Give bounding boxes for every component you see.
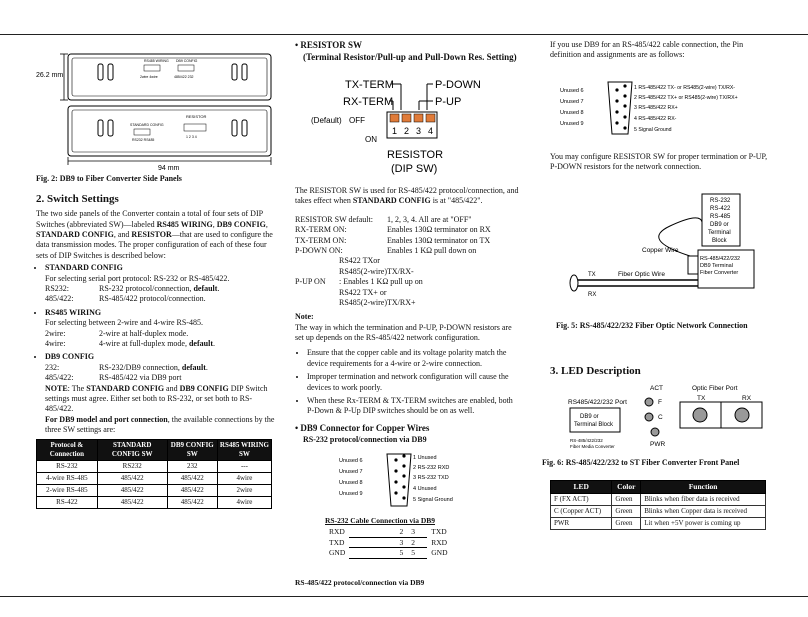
table-cell: 485/422 — [97, 496, 167, 508]
cable-cell: RXD — [431, 537, 448, 547]
svg-text:RS232 RS485: RS232 RS485 — [132, 138, 155, 142]
cable-connection-table — [325, 527, 452, 559]
svg-text:Optic Fiber Port: Optic Fiber Port — [692, 385, 738, 392]
svg-text:RX: RX — [742, 395, 752, 402]
svg-text:DB9 or: DB9 or — [580, 414, 599, 420]
table-cell: 4-wire RS-485 — [37, 472, 98, 484]
dip-switch-1 — [390, 114, 399, 122]
svg-text:DB9 Terminal: DB9 Terminal — [700, 263, 733, 269]
switch-settings-table — [36, 439, 272, 510]
top-rule — [0, 34, 808, 35]
table-cell: RS232 — [97, 460, 167, 472]
note-text: The way in which the termination and P-UP, P-DOWN resistors are set up depends on the RS-485/422 network configuration. — [295, 322, 512, 343]
table-header-cell: STANDARD CONFIG SW — [97, 439, 167, 460]
led-cell: F (FX ACT) — [551, 493, 612, 505]
tx-port — [693, 408, 707, 422]
svg-text:3 RS-485/422 RX+: 3 RS-485/422 RX+ — [634, 105, 678, 111]
led-row — [551, 493, 766, 505]
svg-text:1 Unused: 1 Unused — [413, 455, 437, 461]
svg-text:2 RS-485/422 TX+ or RS485(2-w: 2 RS-485/422 TX+ or RS485(2-wire) TX/RX+ — [634, 95, 738, 101]
note-bullet-2: • Improper termination and network configuration will cause the devices to work poorly. — [307, 372, 520, 393]
rs485-db9-intro: If you use DB9 for an RS-485/422 cable connection, the Pin definition and assignments are as follows: — [550, 40, 744, 60]
cable-row — [325, 548, 452, 559]
table-cell: RS-232 — [37, 460, 98, 472]
svg-text:TX: TX — [697, 395, 706, 402]
led-cell: PWR — [551, 517, 612, 529]
led-table — [550, 480, 766, 530]
svg-text:ACT: ACT — [650, 385, 663, 392]
svg-text:5 Signal Ground: 5 Signal Ground — [413, 497, 453, 503]
db9-config-section: • DB9 CONFIG 232: RS-232/DB9 connection, default. 485/422: RS-485/422 via DB9 port NOTE: The STANDARD CONFIG and DB9 CONFIG DIP Switch settings must agree. Either set both to RS-232, or set both to RS-485/422. For DB9 model and port connection, the available connections by the three SW settings are: — [45, 352, 276, 435]
table-header-cell: RS485 WIRING SW — [217, 439, 271, 460]
fig5-caption: Fig. 5: RS-485/422/232 Fiber Optic Network Connection — [556, 321, 748, 330]
cable-cell: 2 — [349, 527, 407, 537]
led-description-heading: 3. LED Description — [550, 365, 641, 377]
cable-cell: 2 — [407, 537, 427, 548]
cable-cell: GND — [431, 548, 448, 558]
svg-text:RS-422: RS-422 — [710, 206, 731, 212]
switch-settings-heading: 2. Switch Settings — [36, 193, 119, 205]
svg-text:4 RS-485/422 RX-: 4 RS-485/422 RX- — [634, 116, 677, 122]
led-cell: C (Copper ACT) — [551, 505, 612, 517]
led-f — [645, 398, 653, 406]
svg-text:1: 1 — [392, 126, 398, 136]
note-bullet-3: • When these Rx-TERM & TX-TERM switches are enabled, both P-Down & P-Up DIP switches should be on as well. — [307, 396, 520, 417]
resistor-paragraph: The RESISTOR SW is used for RS-485/422 protocol/connection, and takes effect when STANDARD CONFIG is at "485/422". — [295, 186, 519, 206]
dip-switch-4 — [426, 114, 435, 122]
svg-text:RS485 WIRING: RS485 WIRING — [144, 59, 169, 63]
svg-text:Fiber Converter: Fiber Converter — [700, 270, 739, 276]
led-cell: Green — [612, 505, 641, 517]
fig6-caption: Fig. 6: RS-485/422/232 to ST Fiber Converter Front Panel — [542, 458, 740, 467]
led-header-cell: LED — [551, 481, 612, 494]
svg-text:(Default): (Default) — [311, 116, 342, 125]
svg-text:RESISTOR: RESISTOR — [186, 114, 207, 119]
cable-cell: 5 — [407, 548, 427, 559]
svg-text:RX: RX — [588, 292, 597, 298]
table-row — [37, 460, 272, 472]
table-row — [37, 484, 272, 496]
table-cell: 232 — [167, 460, 217, 472]
resistor-config-text: You may configure RESISTOR SW for proper termination or P-UP, P-DOWN resistors for the network connection. — [550, 152, 768, 172]
led-cell: Blinks when Copper data is received — [641, 505, 766, 517]
table-row — [37, 472, 272, 484]
led-header-cell: Function — [641, 481, 766, 494]
svg-text:STANDARD CONFIG: STANDARD CONFIG — [130, 123, 164, 127]
svg-text:PWR: PWR — [650, 441, 666, 448]
cable-cell: 5 — [349, 548, 407, 559]
svg-text:2: 2 — [404, 126, 410, 136]
svg-text:OFF: OFF — [349, 116, 365, 125]
cable-cell: TXD — [329, 537, 345, 547]
dip-switch-3 — [414, 114, 423, 122]
table-row — [37, 496, 272, 508]
rs232-db9-subtitle: RS-232 protocol/connection via DB9 — [303, 434, 427, 444]
height-dimension-label: 26.2 mm — [36, 72, 64, 79]
svg-text:Unused 9: Unused 9 — [339, 491, 363, 497]
table-cell: 4wire — [217, 496, 271, 508]
rx-port — [735, 408, 749, 422]
led-row — [551, 517, 766, 529]
led-row — [551, 505, 766, 517]
svg-text:TX: TX — [588, 272, 596, 278]
side-panels-figure — [36, 40, 276, 170]
table-cell: 485/422 — [167, 496, 217, 508]
table-header-cell: Protocol & Connection — [37, 439, 98, 460]
svg-text:RX-TERM: RX-TERM — [343, 96, 394, 108]
svg-text:Unused 6: Unused 6 — [560, 88, 584, 94]
svg-text:485/422 232: 485/422 232 — [174, 75, 194, 79]
svg-text:Fiber Media Converter: Fiber Media Converter — [570, 444, 615, 449]
svg-text:Unused 8: Unused 8 — [560, 110, 584, 116]
svg-text:P-DOWN: P-DOWN — [435, 79, 481, 91]
width-dimension-label: 94 mm — [158, 165, 180, 170]
led-cell: Green — [612, 493, 641, 505]
cable-row — [325, 527, 452, 537]
switch-intro: The two side panels of the Converter contain a total of four sets of DIP Switches (abbreviated SW)—labeled RS485 WIRING, DB9 CONFIG, STANDARD CONFIG, and RESISTOR—that are used to configure the data transmission modes. The proper configuration of each of these four sets of DIP Switches is described below: — [36, 209, 273, 260]
svg-text:DB9 or: DB9 or — [710, 222, 729, 228]
svg-text:3: 3 — [416, 126, 422, 136]
table-cell: RS-422 — [37, 496, 98, 508]
svg-text:1 RS-485/422 TX- or RS485(2-w: 1 RS-485/422 TX- or RS485(2-wire) TX/RX- — [634, 85, 736, 91]
table-cell: 485/422 — [167, 484, 217, 496]
table-cell: --- — [217, 460, 271, 472]
cable-cell: GND — [329, 548, 346, 558]
front-panel-figure — [564, 382, 789, 454]
cable-cell: 3 — [349, 537, 407, 548]
cable-cell: 3 — [407, 527, 427, 537]
rs485-wiring-section: • RS485 WIRING For selecting between 2-wire and 4-wire RS-485. 2wire: 2-wire at half-duplex mode. 4wire: 4-wire at full-duplex mode, default. — [45, 308, 276, 350]
table-cell: 485/422 — [97, 484, 167, 496]
resistor-sw-title: • RESISTOR SW — [295, 40, 363, 50]
svg-text:Unused 8: Unused 8 — [339, 480, 363, 486]
rs485-db9-subtitle: RS-485/422 protocol/connection via DB9 — [295, 578, 425, 587]
led-c — [645, 413, 653, 421]
table-header-cell: DB9 CONFIG SW — [167, 439, 217, 460]
table-cell: 2-wire RS-485 — [37, 484, 98, 496]
led-header-cell: Color — [612, 481, 641, 494]
svg-text:Unused 9: Unused 9 — [560, 121, 584, 127]
svg-text:Unused 7: Unused 7 — [339, 469, 363, 475]
svg-text:Copper Wire: Copper Wire — [642, 247, 679, 254]
db9-rs232-pinout — [295, 452, 520, 512]
note-bullet-1: • Ensure that the copper cable and its voltage polarity match the device requirements for a 4-wire or 2-wire connection. — [307, 348, 520, 369]
note-heading: Note: — [295, 312, 314, 322]
fig2-caption: Fig. 2: DB9 to Fiber Converter Side Panels — [36, 174, 182, 183]
resistor-sw-subtitle: (Terminal Resistor/Pull-up and Pull-Down Res. Setting) — [303, 51, 517, 62]
led-cell: Lit when +5V power is coming up — [641, 517, 766, 529]
svg-text:C: C — [658, 414, 663, 421]
svg-text:TX-TERM: TX-TERM — [345, 79, 394, 91]
svg-text:Unused 7: Unused 7 — [560, 99, 584, 105]
svg-text:ON: ON — [365, 135, 377, 144]
svg-text:4: 4 — [428, 126, 434, 136]
svg-text:DB9 CONFIG: DB9 CONFIG — [176, 59, 198, 63]
svg-text:2wire 4wire: 2wire 4wire — [140, 75, 158, 79]
svg-text:Block: Block — [712, 238, 727, 244]
svg-text:RS-485: RS-485 — [710, 214, 731, 220]
cable-row — [325, 537, 452, 548]
svg-text:3 RS-232 TXD: 3 RS-232 TXD — [413, 475, 449, 481]
svg-text:2 RS-232 RXD: 2 RS-232 RXD — [413, 465, 450, 471]
svg-text:RS485/422/232 Port: RS485/422/232 Port — [568, 399, 627, 406]
svg-text:Fiber Optic Wire: Fiber Optic Wire — [618, 271, 665, 278]
led-cell: Green — [612, 517, 641, 529]
resistor-settings-list: RESISTOR SW default: 1, 2, 3, 4. All are at "OFF" RX-TERM ON: Enables 130Ω terminator on RX TX-TERM ON: Enables 130Ω terminator on TX P-DOWN ON: Enables 1 KΩ pull down on RS422 TXor RS485(2-wire)TX/RX- P-UP ON : Enables 1 KΩ pull up on RS422 TX+ or RS485(2-wire)TX/RX+ — [295, 214, 491, 307]
svg-text:RESISTOR: RESISTOR — [387, 149, 444, 161]
dip-switch-2 — [402, 114, 411, 122]
cable-connection-title: RS-232 Cable Connection via DB9 — [325, 516, 436, 525]
cable-cell: RXD — [329, 527, 345, 536]
svg-text:F: F — [658, 399, 662, 406]
table-cell: 2wire — [217, 484, 271, 496]
svg-text:5 Signal Ground: 5 Signal Ground — [634, 127, 672, 133]
bottom-rule — [0, 596, 808, 597]
svg-text:1 2 3 4: 1 2 3 4 — [186, 135, 197, 139]
led-pwr — [651, 428, 659, 436]
svg-text:Terminal Block: Terminal Block — [574, 422, 614, 428]
table-cell: 4wire — [217, 472, 271, 484]
table-cell: 485/422 — [167, 472, 217, 484]
svg-text:Unused 6: Unused 6 — [339, 458, 363, 464]
db9-rs485-pinout — [550, 80, 780, 140]
cable-cell: TXD — [431, 527, 447, 536]
svg-text:4 Unused: 4 Unused — [413, 486, 437, 492]
svg-text:(DIP SW): (DIP SW) — [391, 163, 438, 175]
led-cell: Blinks when fiber data is received — [641, 493, 766, 505]
svg-text:P-UP: P-UP — [435, 96, 462, 108]
resistor-dip-switch-figure — [295, 72, 520, 180]
standard-config-section: • STANDARD CONFIG For selecting serial port protocol: RS-232 or RS-485/422. RS232: RS-232 protocol/connection, default. 485/422: RS-485/422 protocol/connection. — [45, 263, 276, 305]
svg-text:Terminal: Terminal — [708, 230, 731, 236]
svg-text:RS-485/422/232: RS-485/422/232 — [570, 438, 603, 443]
svg-text:RS-485/422/232: RS-485/422/232 — [700, 256, 741, 262]
db9-copper-title: • DB9 Connector for Copper Wires — [295, 422, 430, 433]
svg-text:RS-232: RS-232 — [710, 198, 731, 204]
table-cell: 485/422 — [97, 472, 167, 484]
fiber-network-figure — [550, 190, 775, 310]
